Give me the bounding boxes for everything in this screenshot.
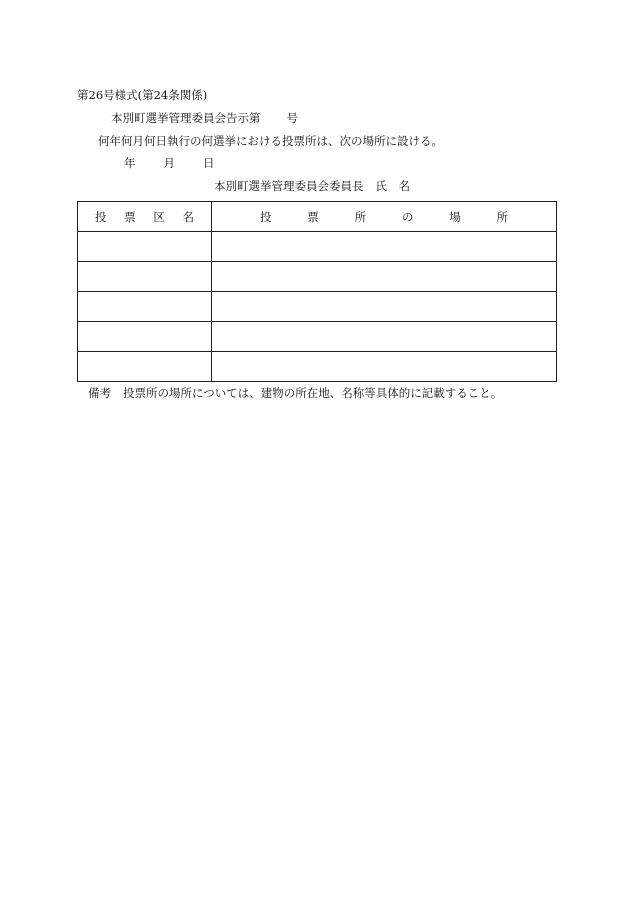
table-row [78, 352, 557, 382]
notice-body: 何年何月何日執行の何選挙における投票所は、次の場所に設ける。 [98, 134, 443, 148]
header-char: 区 [153, 209, 165, 224]
header-char: 場 [449, 209, 461, 224]
form-number: 第26号様式(第24条関係) [77, 88, 208, 102]
remarks-label: 備考 [88, 386, 111, 400]
header-district-name [78, 202, 212, 232]
location-cell [212, 292, 557, 322]
remarks [88, 388, 502, 400]
table-row [78, 292, 557, 322]
table-header-row [78, 202, 557, 232]
notice-number [111, 113, 298, 125]
location-cell [212, 262, 557, 292]
header-char: 所 [496, 209, 508, 224]
district-cell [78, 292, 212, 322]
date-year: 年 [124, 156, 136, 170]
location-cell [212, 232, 557, 262]
district-cell [78, 262, 212, 292]
district-cell [78, 322, 212, 352]
signature-line [214, 181, 410, 193]
date-month: 月 [163, 156, 175, 170]
header-char: 名 [182, 209, 194, 224]
notice-suffix: 号 [286, 111, 298, 125]
table-row [78, 262, 557, 292]
polling-place-table [77, 201, 557, 382]
table-row [78, 232, 557, 262]
district-cell [78, 232, 212, 262]
date-line [124, 158, 215, 170]
table-row [78, 322, 557, 352]
header-char: 所 [354, 209, 367, 224]
district-cell [78, 352, 212, 382]
header-char: 票 [307, 209, 319, 224]
header-char: の [401, 209, 414, 224]
remarks-text: 投票所の場所については、建物の所在地、名称等具体的に記載すること。 [123, 386, 503, 400]
header-polling-location [212, 202, 557, 232]
location-cell [212, 352, 557, 382]
signature-committee: 本別町選挙管理委員会委員長 [214, 179, 364, 193]
notice-prefix: 本別町選挙管理委員会告示第 [111, 111, 261, 125]
header-char: 投 [260, 209, 272, 224]
date-day: 日 [203, 156, 215, 170]
header-char: 投 [95, 209, 107, 224]
signature-name: 氏 名 [375, 179, 410, 193]
location-cell [212, 322, 557, 352]
header-char: 票 [124, 209, 136, 224]
